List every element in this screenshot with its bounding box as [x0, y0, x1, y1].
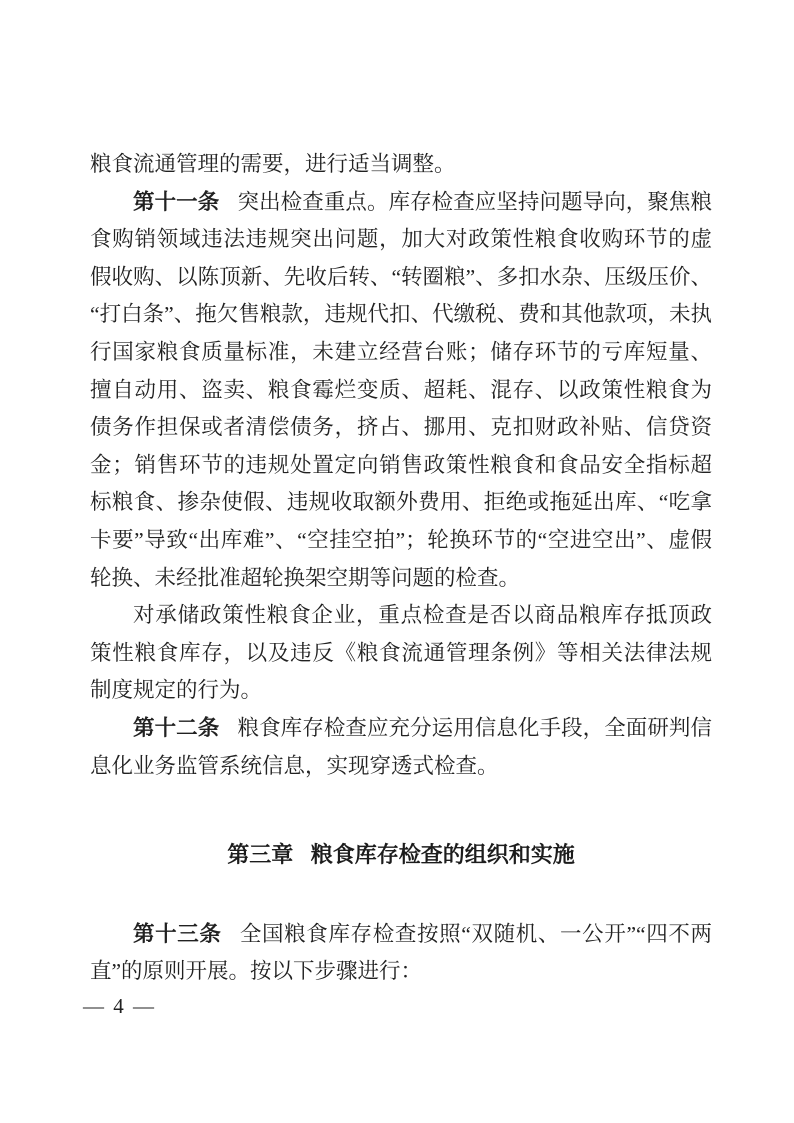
article-13-text: 全国粮食库存检查按照“双随机、一公开”“四不两直”的原则开展。按以下步骤进行：	[90, 921, 712, 984]
paragraph-article-11	[90, 184, 712, 598]
article-11-text: 突出检查重点。库存检查应坚持问题导向，聚焦粮食购销领域违法违规突出问题，加大对政策性粮食收购环节的虚假收购、以陈顶新、先收后转、“转圈粮”、多扣水杂、压级压价、“打白条”、拖欠售粮款，违规代扣、代缴税、费和其他款项，未执行国家粮食质量标准，未建立经营台账；储存环节的亏库短量、擅自动用、盗卖、粮食霉烂变质、超耗、混存、以政策性粮食为债务作担保或者清偿债务，挤占、挪用、克扣财政补贴、信贷资金；销售环节的违规处置定向销售政策性粮食和食品安全指标超标粮食、掺杂使假、违规收取额外费用、拒绝或拖延出库、“吃拿卡要”导致“出库难”、“空挂空拍”；轮换环节的“空进空出”、虚假轮换、未经批准超轮换架空期等问题的检查。	[90, 189, 712, 590]
paragraph-article-12	[90, 710, 712, 785]
paragraph-article-13	[90, 916, 712, 991]
article-13-label: 第十三条	[133, 921, 222, 946]
page-number: — 4 —	[83, 994, 156, 1018]
paragraph-policy-grain-enterprises: 对承储政策性粮食企业，重点检查是否以商品粮库存抵顶政策性粮食库存，以及违反《粮食流通管理条例》等相关法律法规制度规定的行为。	[90, 603, 712, 703]
paragraph-continuation: 粮食流通管理的需要，进行适当调整。	[90, 152, 456, 176]
chapter-number: 第三章	[227, 842, 294, 868]
chapter-heading	[90, 836, 712, 874]
article-11-label: 第十一条	[133, 189, 220, 214]
article-12-text: 粮食库存检查应充分运用信息化手段，全面研判信息化业务监管系统信息，实现穿透式检查。	[90, 715, 712, 778]
article-12-label: 第十二条	[133, 715, 220, 740]
chapter-title: 粮食库存检查的组织和实施	[310, 842, 575, 868]
document-body	[90, 146, 712, 991]
